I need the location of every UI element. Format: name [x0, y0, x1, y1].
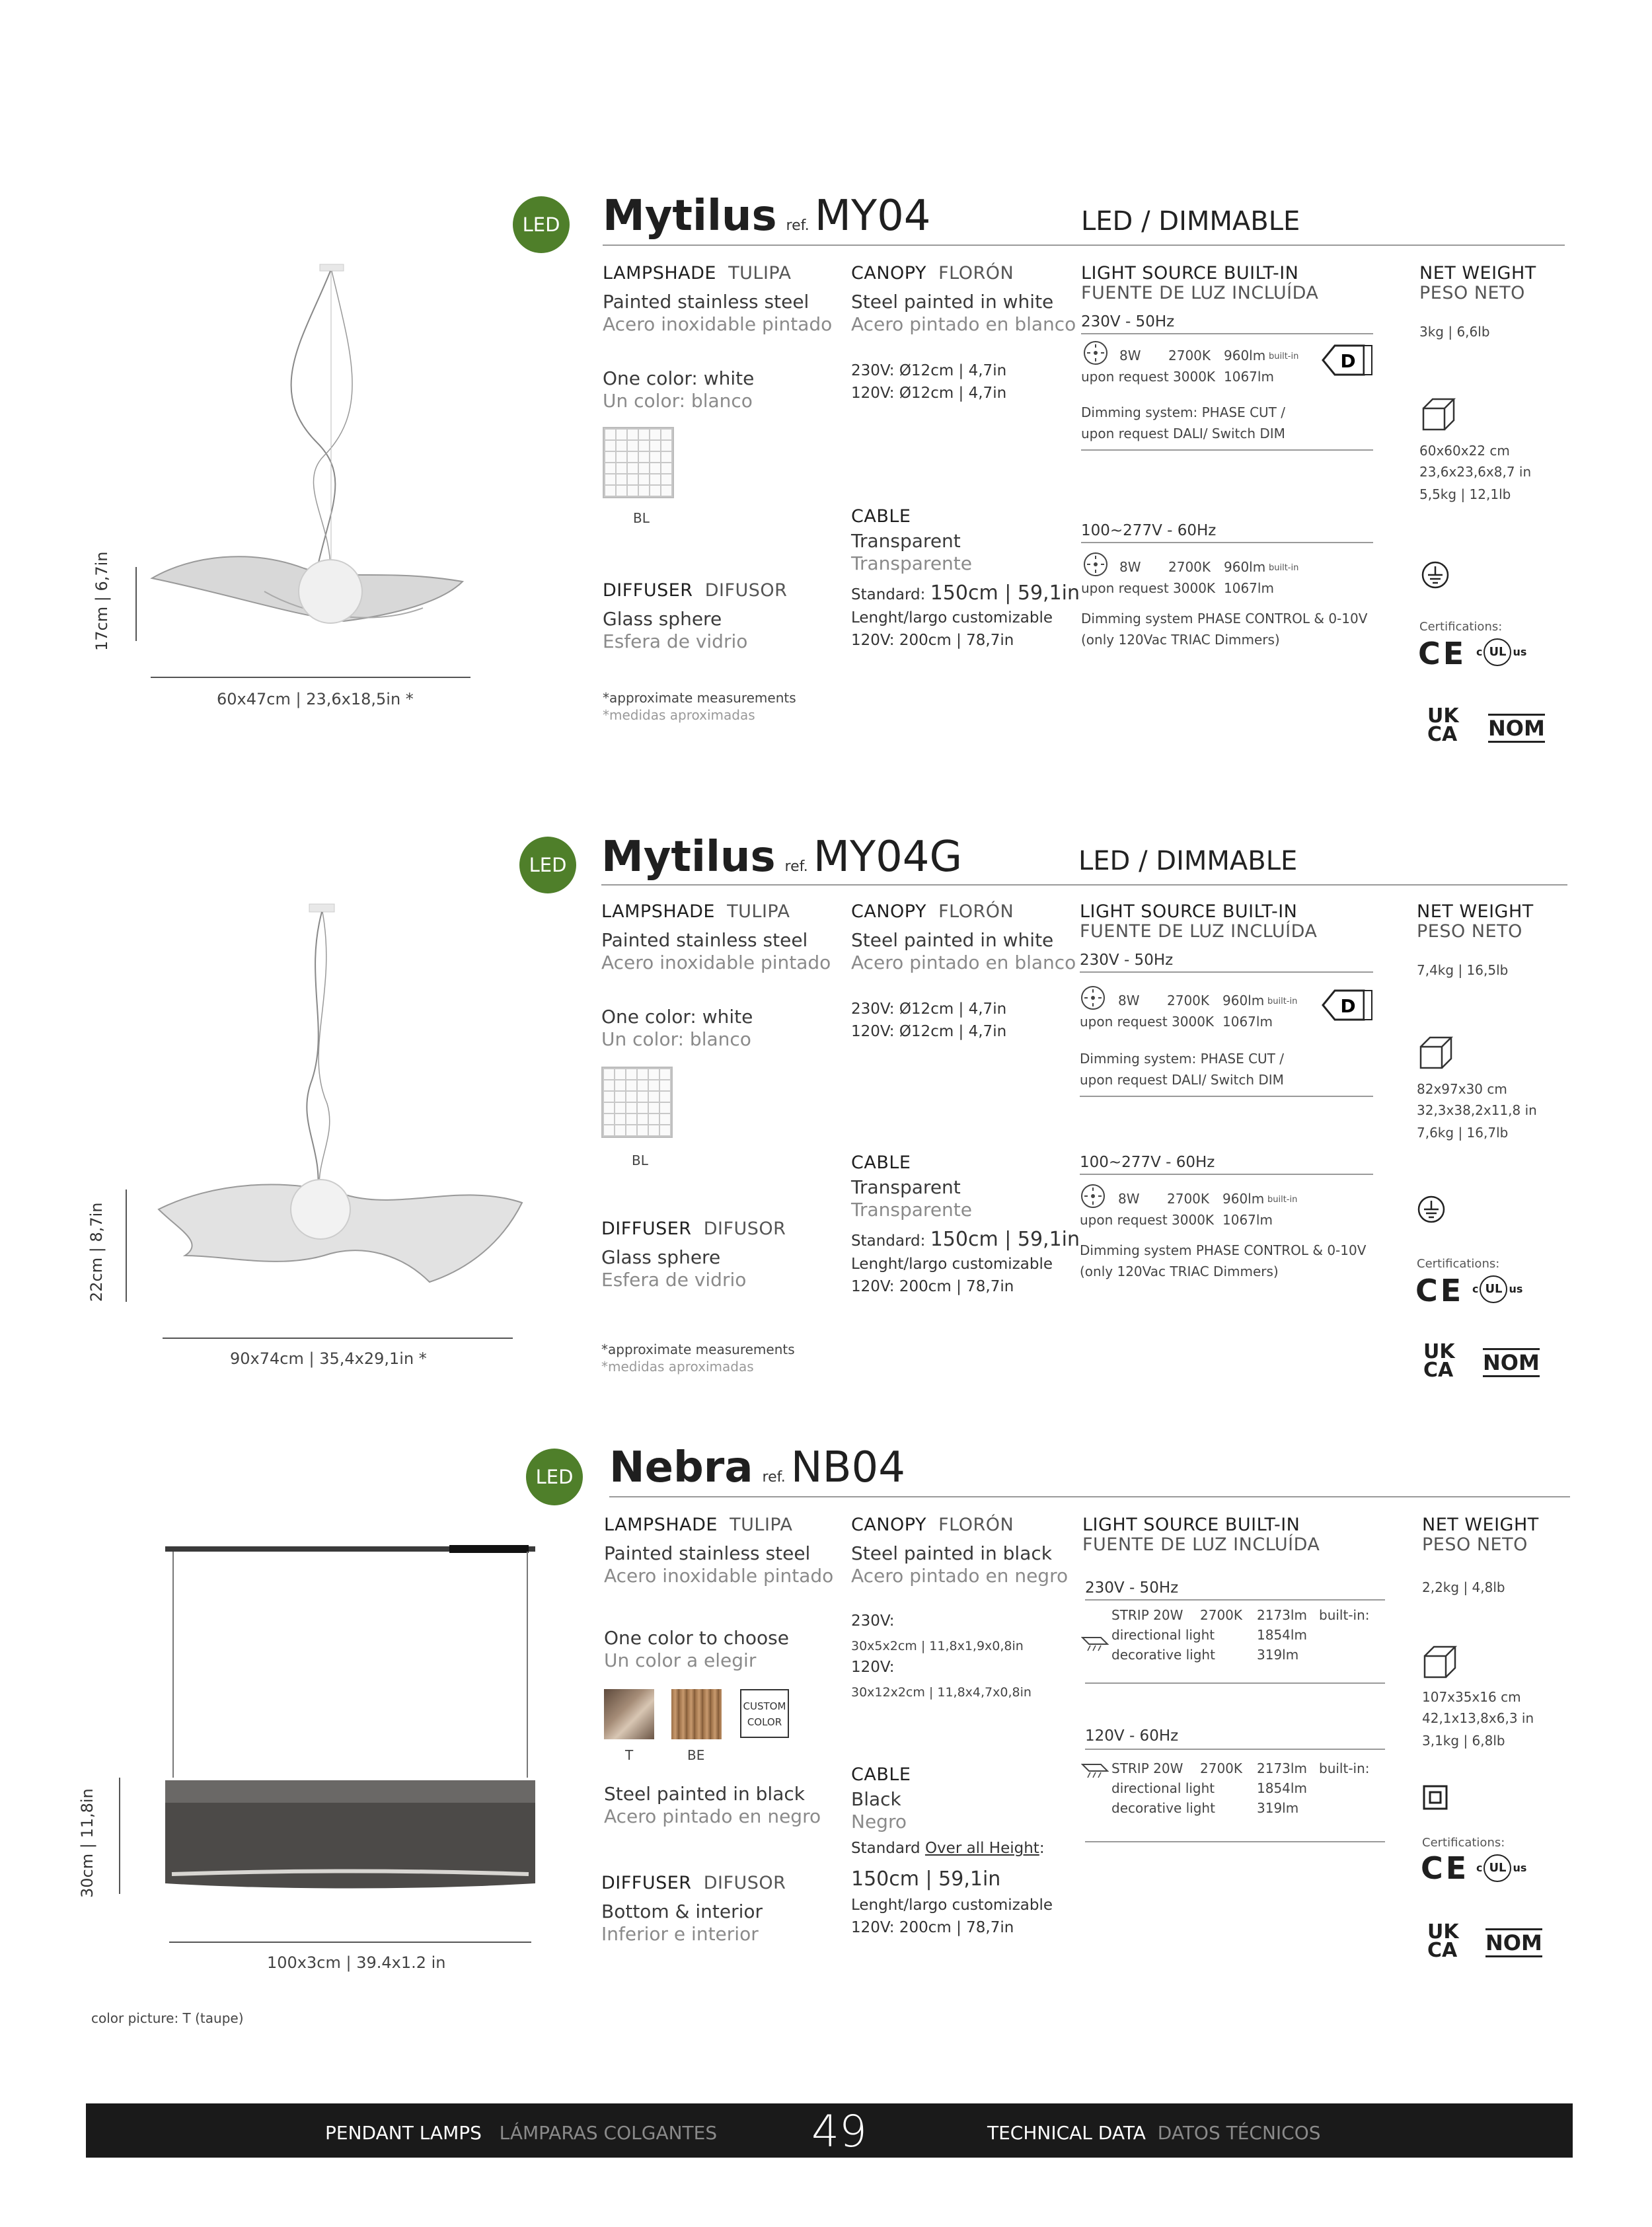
light-builtin: built-in: [1269, 563, 1299, 573]
width-dimension: 100x3cm | 39.4x1.2 in: [267, 1953, 446, 1972]
canopy-dim-120v: 30x12x2cm | 11,8x4,7x0,8in: [851, 1685, 1032, 1700]
light-kelvin: 2700K: [1167, 993, 1210, 1008]
note-es: *medidas aproximadas: [603, 707, 755, 723]
lampshade-material-es: Acero inoxidable pintado: [601, 952, 831, 973]
cert-label: Certifications:: [1422, 1836, 1505, 1850]
ground-icon: [1421, 560, 1450, 589]
strip-light-icon: [1081, 1759, 1110, 1779]
cable-custom: Lenght/largo customizable: [851, 1897, 1053, 1914]
cable-heading: CABLE: [851, 1152, 911, 1173]
light-request-lumen: 1067lm: [1222, 1212, 1273, 1228]
box-dim-cm: 82x97x30 cm: [1417, 1081, 1507, 1097]
canopy-120v: 120V:: [851, 1659, 895, 1676]
canopy-heading: CANOPY FLORÓN: [851, 1515, 1014, 1535]
energy-class-icon: [1322, 989, 1374, 1022]
width-dimension: 90x74cm | 35,4x29,1in *: [230, 1349, 427, 1368]
led-badge: LED: [526, 1449, 583, 1505]
canopy-heading: CANOPY FLORÓN: [851, 263, 1014, 283]
color-swatch-custom: CUSTOM COLOR: [740, 1689, 789, 1738]
lampshade-color-en: One color: white: [601, 1006, 753, 1028]
cable-custom: Lenght/largo customizable: [851, 1256, 1053, 1273]
page-footer: [86, 2103, 1573, 2158]
light-builtin: built-in: [1267, 1195, 1298, 1205]
cable-standard: Standard Over all Height:: [851, 1840, 1045, 1857]
box-dim-cm: 107x35x16 cm: [1422, 1689, 1521, 1705]
voltage-230: 230V - 50Hz: [1080, 952, 1174, 969]
directional-lumen: 1854lm: [1257, 1780, 1307, 1796]
box-dim-in: 32,3x38,2x11,8 in: [1417, 1102, 1537, 1118]
canopy-dim-230v: 230V: Ø12cm | 4,7in: [851, 1000, 1007, 1018]
net-weight: 3kg | 6,6lb: [1419, 324, 1490, 340]
ul-mark: c UL us: [1476, 638, 1526, 666]
strip-light-icon: [1081, 1632, 1110, 1652]
light-builtin: built-in: [1269, 352, 1299, 361]
weight-heading-en: NET WEIGHT: [1417, 901, 1534, 922]
weight-heading-es: PESO NETO: [1422, 1534, 1528, 1555]
light-request: upon request 3000K: [1080, 1212, 1215, 1228]
cable-120v: 120V: 200cm | 78,7in: [851, 1278, 1014, 1295]
steel-es: Acero pintado en negro: [604, 1805, 821, 1827]
canopy-dim-120v: 120V: Ø12cm | 4,7in: [851, 1023, 1007, 1040]
lampshade-heading: LAMPSHADE TULIPA: [604, 1515, 793, 1535]
light-heading-en: LIGHT SOURCE BUILT-IN: [1081, 263, 1299, 283]
light-heading-es: FUENTE DE LUZ INCLUÍDA: [1081, 283, 1319, 303]
color-swatch-white: [601, 1067, 673, 1138]
net-weight: 7,4kg | 16,5lb: [1417, 962, 1509, 978]
diffuser-material-en: Glass sphere: [601, 1246, 721, 1268]
box-icon: [1422, 1644, 1458, 1680]
cable-standard: Standard: 150cm | 59,1in: [851, 582, 1080, 605]
svg-text:D: D: [1340, 350, 1356, 372]
lampshade-color-en: One color: white: [603, 367, 755, 389]
note-en: *approximate measurements: [603, 690, 796, 706]
lampshade-material-es: Acero inoxidable pintado: [604, 1565, 834, 1587]
decorative-lumen: 319lm: [1257, 1800, 1299, 1816]
light-request: upon request 3000K: [1080, 1014, 1215, 1030]
diffuser-material-en: Glass sphere: [603, 608, 722, 630]
decorative-light: decorative light: [1111, 1800, 1215, 1816]
light-lumen: 960lm: [1224, 348, 1266, 363]
lampshade-color-en: One color to choose: [604, 1627, 789, 1649]
svg-text:D: D: [1340, 995, 1356, 1017]
net-weight: 2,2kg | 4,8lb: [1422, 1579, 1505, 1595]
directional-lumen: 1854lm: [1257, 1627, 1307, 1643]
color-picture-note: color picture: T (taupe): [91, 2010, 244, 2026]
directional-light: directional light: [1111, 1780, 1215, 1796]
ukca-mark: UK CA: [1423, 1340, 1455, 1382]
light-watt: 8W: [1118, 993, 1140, 1008]
light-heading-en: LIGHT SOURCE BUILT-IN: [1082, 1515, 1300, 1535]
canopy-material-es: Acero pintado en negro: [851, 1565, 1069, 1587]
box-dim-in: 42,1x13,8x6,3 in: [1422, 1710, 1534, 1726]
footer-section-left: PENDANT LAMPS LÁMPARAS COLGANTES: [325, 2122, 718, 2144]
light-request: upon request 3000K: [1081, 369, 1216, 385]
diffuser-heading: DIFFUSER DIFUSOR: [603, 580, 788, 601]
light-watt: 8W: [1119, 559, 1141, 575]
strip-builtin: built-in:: [1319, 1607, 1370, 1623]
light-lumen: 960lm: [1222, 1191, 1265, 1207]
ce-mark: CE: [1418, 636, 1467, 671]
color-swatch-white: [603, 427, 674, 498]
diffuser-material-es: Esfera de vidrio: [601, 1269, 747, 1291]
dimming-4: (only 120Vac TRIAC Dimmers): [1080, 1264, 1279, 1279]
led-chip-icon: [1082, 340, 1109, 366]
ce-mark: CE: [1415, 1273, 1464, 1308]
cable-es: Transparente: [851, 552, 972, 574]
swatch-label: BL: [633, 510, 650, 526]
dimming-3: Dimming system PHASE CONTROL & 0-10V: [1081, 611, 1368, 626]
light-kelvin: 2700K: [1167, 1191, 1210, 1207]
canopy-material-es: Acero pintado en blanco: [851, 952, 1076, 973]
lampshade-heading: LAMPSHADE TULIPA: [601, 901, 790, 922]
voltage-120: 120V - 60Hz: [1085, 1727, 1179, 1745]
nom-mark: NOM: [1483, 1348, 1540, 1377]
canopy-dim-230v: 30x5x2cm | 11,8x1,9x0,8in: [851, 1639, 1024, 1653]
lampshade-color-es: Un color a elegir: [604, 1649, 757, 1671]
box-dim-cm: 60x60x22 cm: [1419, 443, 1510, 459]
led-badge: LED: [513, 196, 570, 253]
light-request-lumen: 1067lm: [1224, 580, 1274, 596]
ul-mark: c UL us: [1472, 1275, 1522, 1303]
ground-icon: [1417, 1195, 1446, 1224]
weight-heading-en: NET WEIGHT: [1419, 263, 1536, 283]
energy-class-icon: [1322, 344, 1374, 377]
product-title: Mytilus ref. MY04: [603, 192, 931, 241]
diffuser-material-es: Inferior e interior: [601, 1923, 759, 1945]
dimming-2: upon request DALI/ Switch DIM: [1080, 1072, 1284, 1088]
swatch-label-t: T: [625, 1747, 634, 1763]
weight-heading-es: PESO NETO: [1417, 921, 1522, 942]
strip-kelvin: 2700K: [1200, 1607, 1243, 1623]
led-chip-icon: [1082, 551, 1109, 578]
light-heading-en: LIGHT SOURCE BUILT-IN: [1080, 901, 1298, 922]
led-badge: LED: [519, 837, 576, 893]
width-dimension: 60x47cm | 23,6x18,5in *: [217, 690, 414, 708]
product-image-my04g: [152, 899, 535, 1295]
cable-heading: CABLE: [851, 1764, 911, 1785]
strip-kelvin: 2700K: [1200, 1760, 1243, 1776]
product-title: Nebra ref. NB04: [609, 1443, 905, 1492]
light-heading-es: FUENTE DE LUZ INCLUÍDA: [1080, 921, 1318, 942]
box-icon: [1421, 396, 1456, 432]
height-dimension: 22cm | 8,7in: [87, 1202, 106, 1302]
lampshade-material-en: Painted stainless steel: [603, 291, 809, 313]
steel-en: Steel painted in black: [604, 1783, 805, 1805]
color-swatch-taupe: [604, 1689, 654, 1739]
light-request-lumen: 1067lm: [1224, 369, 1274, 385]
feature-label: LED / DIMMABLE: [1078, 846, 1298, 876]
product-image-my04: [132, 258, 489, 628]
led-chip-icon: [1080, 985, 1106, 1011]
canopy-230v: 230V:: [851, 1612, 895, 1630]
light-request: upon request 3000K: [1081, 580, 1216, 596]
canopy-dim-120v: 120V: Ø12cm | 4,7in: [851, 385, 1007, 402]
color-swatch-beige: [671, 1689, 722, 1739]
box-weight: 7,6kg | 16,7lb: [1417, 1125, 1509, 1141]
light-watt: 8W: [1118, 1191, 1140, 1207]
dimming-3: Dimming system PHASE CONTROL & 0-10V: [1080, 1242, 1367, 1258]
class-ii-icon: [1422, 1784, 1448, 1811]
diffuser-heading: DIFFUSER DIFUSOR: [601, 1219, 786, 1239]
dimming-1: Dimming system: PHASE CUT /: [1081, 404, 1285, 420]
voltage-120: 100~277V - 60Hz: [1081, 522, 1217, 539]
lampshade-color-es: Un color: blanco: [603, 390, 753, 412]
ukca-mark: UK CA: [1427, 1920, 1459, 1962]
lampshade-material-en: Painted stainless steel: [604, 1542, 811, 1564]
swatch-label-be: BE: [687, 1747, 705, 1763]
voltage-230: 230V - 50Hz: [1081, 313, 1175, 330]
diffuser-material-en: Bottom & interior: [601, 1901, 763, 1922]
cable-custom: Lenght/largo customizable: [851, 609, 1053, 626]
decorative-light: decorative light: [1111, 1647, 1215, 1663]
ul-mark: c UL us: [1476, 1854, 1526, 1882]
decorative-lumen: 319lm: [1257, 1647, 1299, 1663]
diffuser-heading: DIFFUSER DIFUSOR: [601, 1873, 786, 1893]
lampshade-heading: LAMPSHADE TULIPA: [603, 263, 792, 283]
cable-120v: 120V: 200cm | 78,7in: [851, 1919, 1014, 1936]
led-chip-icon: [1080, 1183, 1106, 1209]
note-en: *approximate measurements: [601, 1341, 795, 1357]
voltage-230: 230V - 50Hz: [1085, 1579, 1179, 1597]
lampshade-material-en: Painted stainless steel: [601, 929, 808, 951]
product-image-nb04: [159, 1540, 542, 1897]
light-lumen: 960lm: [1222, 993, 1265, 1008]
canopy-material-en: Steel painted in white: [851, 291, 1054, 313]
light-lumen: 960lm: [1224, 559, 1266, 575]
box-weight: 3,1kg | 6,8lb: [1422, 1733, 1505, 1749]
ce-mark: CE: [1421, 1850, 1470, 1886]
canopy-material-en: Steel painted in white: [851, 929, 1054, 951]
cable-120v: 120V: 200cm | 78,7in: [851, 632, 1014, 649]
cable-es: Negro: [851, 1811, 907, 1832]
strip-builtin: built-in:: [1319, 1760, 1370, 1776]
height-dimension: 17cm | 6,7in: [93, 551, 111, 651]
cable-en: Black: [851, 1788, 901, 1810]
product-title: Mytilus ref. MY04G: [601, 833, 963, 882]
light-watt: 8W: [1119, 348, 1141, 363]
swatch-label: BL: [632, 1152, 648, 1168]
canopy-heading: CANOPY FLORÓN: [851, 901, 1014, 922]
strip-power: STRIP 20W: [1111, 1760, 1183, 1776]
directional-light: directional light: [1111, 1627, 1215, 1643]
lampshade-color-es: Un color: blanco: [601, 1028, 751, 1050]
nom-mark: NOM: [1485, 1928, 1542, 1957]
light-builtin: built-in: [1267, 997, 1298, 1006]
cable-en: Transparent: [851, 530, 961, 552]
strip-lumen: 2173lm: [1257, 1607, 1307, 1623]
dimming-2: upon request DALI/ Switch DIM: [1081, 426, 1285, 441]
box-icon: [1418, 1035, 1454, 1071]
dimming-4: (only 120Vac TRIAC Dimmers): [1081, 632, 1280, 648]
cable-en: Transparent: [851, 1176, 961, 1198]
cable-standard: Standard: 150cm | 59,1in: [851, 1228, 1080, 1251]
lampshade-material-es: Acero inoxidable pintado: [603, 313, 833, 335]
light-heading-es: FUENTE DE LUZ INCLUÍDA: [1082, 1534, 1320, 1555]
strip-lumen: 2173lm: [1257, 1760, 1307, 1776]
box-dim-in: 23,6x23,6x8,7 in: [1419, 464, 1532, 480]
cable-heading: CABLE: [851, 506, 911, 527]
cable-es: Transparente: [851, 1199, 972, 1221]
voltage-120: 100~277V - 60Hz: [1080, 1154, 1215, 1171]
cert-label: Certifications:: [1419, 620, 1503, 634]
canopy-material-en: Steel painted in black: [851, 1542, 1052, 1564]
nom-mark: NOM: [1488, 714, 1545, 743]
canopy-dim-230v: 230V: Ø12cm | 4,7in: [851, 362, 1007, 379]
diffuser-material-es: Esfera de vidrio: [603, 630, 748, 652]
box-weight: 5,5kg | 12,1lb: [1419, 486, 1511, 502]
cable-standard-value: 150cm | 59,1in: [851, 1868, 1001, 1891]
dimming-1: Dimming system: PHASE CUT /: [1080, 1051, 1284, 1067]
note-es: *medidas aproximadas: [601, 1359, 754, 1375]
ukca-mark: UK CA: [1427, 704, 1459, 746]
canopy-material-es: Acero pintado en blanco: [851, 313, 1076, 335]
page-number: 49: [811, 2106, 867, 2157]
light-kelvin: 2700K: [1168, 348, 1211, 363]
footer-section-right: TECHNICAL DATA DATOS TÉCNICOS: [987, 2122, 1321, 2144]
weight-heading-es: PESO NETO: [1419, 283, 1525, 303]
strip-power: STRIP 20W: [1111, 1607, 1183, 1623]
cert-label: Certifications:: [1417, 1257, 1500, 1271]
height-dimension: 30cm | 11,8in: [78, 1788, 96, 1898]
weight-heading-en: NET WEIGHT: [1422, 1515, 1539, 1535]
light-kelvin: 2700K: [1168, 559, 1211, 575]
feature-label: LED / DIMMABLE: [1081, 206, 1300, 237]
light-request-lumen: 1067lm: [1222, 1014, 1273, 1030]
